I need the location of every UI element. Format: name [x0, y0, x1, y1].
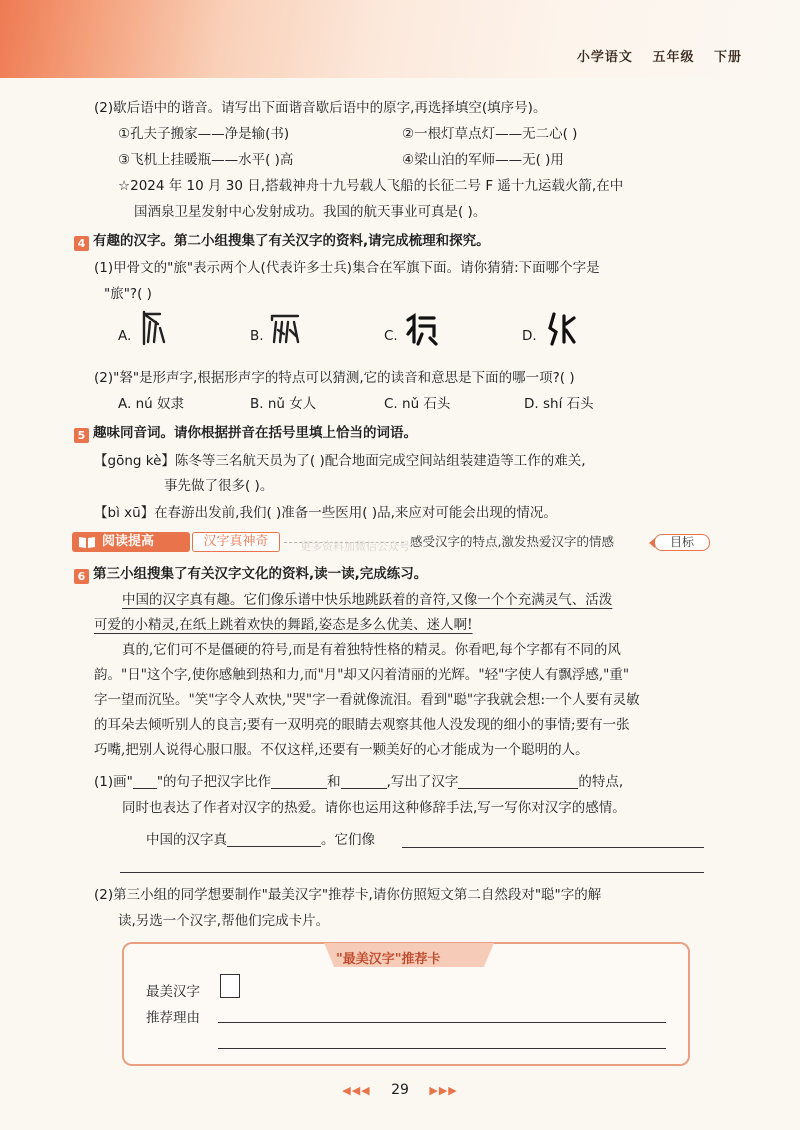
q4-option-a[interactable]	[118, 326, 131, 346]
q4-choice-a[interactable]: A. nú 奴隶	[118, 396, 184, 412]
q5-line3: 【bì xū】在春游出发前,我们( )准备一些医用( )品,来应对可能会出现的情况。	[94, 505, 557, 521]
q3-star-line1: ☆2024 年 10 月 30 日,搭载神舟十九号载人飞船的长征二号 F 遥十九运载火箭,在中	[118, 178, 624, 194]
oracle-glyph-b-icon	[268, 310, 302, 346]
banner-goal-tag: 目标	[654, 534, 710, 551]
card-title: "最美汉字"推荐卡	[336, 952, 441, 967]
option-a-label: A.	[118, 328, 132, 344]
page-footer	[0, 1082, 800, 1098]
card-label-character: 最美汉字	[146, 984, 200, 1000]
q6-q1-line3	[146, 830, 375, 850]
option-d-label: D.	[522, 328, 537, 344]
q6-q1-line2: 同时也表达了作者对汉字的热爱。请你也运用这种修辞手法,写一写你对汉字的感情。	[122, 800, 626, 816]
banner-topic: 汉字真神奇	[192, 532, 280, 552]
q4-number: 4	[74, 236, 89, 251]
q6-title: 第三小组搜集了有关汉字文化的资料,读一读,完成练习。	[93, 566, 428, 582]
oracle-glyph-d-icon	[544, 310, 578, 346]
page-number: 29	[391, 1082, 409, 1098]
q3-star-line2: 国酒泉卫星发射中心发射成功。我国的航天事业可真是( )。	[134, 204, 487, 220]
header-band	[0, 0, 800, 78]
q4-option-c[interactable]	[384, 326, 398, 346]
blank-feature[interactable]	[458, 775, 578, 789]
option-b-label: B.	[250, 328, 264, 344]
banner-left-text: 阅读提高	[102, 534, 155, 549]
banner-reading-tag	[72, 532, 190, 552]
q6-q1-text-a: (1)画"	[94, 774, 133, 790]
blank-feeling[interactable]	[227, 833, 321, 847]
q5-line2: 事先做了很多( )。	[164, 478, 274, 494]
option-c-label: C.	[384, 328, 398, 344]
q3-part2: (2)歇后语中的谐音。请写出下面谐音歇后语中的原字,再选择填空(填序号)。	[94, 100, 547, 116]
q4-choice-c[interactable]: C. nǔ 石头	[384, 396, 451, 412]
q3-item4: ④梁山泊的军师——无( )用	[402, 152, 564, 168]
q6-number: 6	[74, 569, 89, 584]
q6-q1-prompt-a: 中国的汉字真	[146, 832, 227, 848]
q6-q1-text-e: 的特点,	[578, 774, 624, 790]
q5-title: 趣味同音词。请你根据拼音在括号里填上恰当的词语。	[93, 425, 417, 441]
q6-q2-line1: (2)第三小组的同学想要制作"最美汉字"推荐卡,请你仿照短文第二自然段对"聪"字的解	[94, 887, 602, 903]
q3-item1: ①孔夫子搬家——净是输(书)	[118, 126, 290, 142]
card-label-reason: 推荐理由	[146, 1010, 200, 1026]
q4-choice-d[interactable]: D. shí 石头	[524, 396, 594, 412]
oracle-glyph-a-icon	[138, 308, 168, 348]
q5-number: 5	[74, 428, 89, 443]
header-title	[563, 46, 742, 65]
q3-item2: ②一根灯草点灯——无二心( )	[402, 126, 578, 142]
q6-q1-text-b: "的句子把汉字比作	[156, 774, 272, 790]
answer-line-1[interactable]	[402, 847, 704, 848]
left-arrows-icon: ◀◀◀	[342, 1084, 371, 1097]
q6-q2-line2: 读,另选一个汉字,帮他们完成卡片。	[118, 913, 330, 929]
passage-para2-line4: 的耳朵去倾听别人的良言;要有一双明亮的眼睛去观察其他人没发现的细小的事情;要有一张	[94, 717, 630, 733]
answer-line-2[interactable]	[120, 872, 704, 873]
q4-heading	[74, 231, 490, 251]
q6-q1-line1	[94, 772, 623, 792]
blank-mark[interactable]	[133, 775, 157, 789]
q4-title: 有趣的汉字。第二小组搜集了有关汉字的资料,请完成梳理和探究。	[93, 233, 490, 249]
passage-para1-line1: 中国的汉字真有趣。它们像乐谱中快乐地跳跃着的音符,又像一个个充满灵气、活泼	[122, 592, 613, 608]
q4-p1-line2: "旅"?( )	[104, 286, 152, 302]
q5-heading	[74, 423, 417, 443]
watermark: 更多资料加微信公众号	[300, 540, 410, 553]
q4-p1-line1: (1)甲骨文的"旅"表示两个人(代表许多士兵)集合在军旗下面。请你猜猜:下面哪个字是	[94, 260, 600, 276]
passage-para2-line3: 字一望而沉坠。"笑"字令人欢快,"哭"字一看就像流泪。看到"聪"字我就会想:一个人要有灵敏	[94, 692, 640, 708]
q4-choice-b[interactable]: B. nǔ 女人	[250, 396, 317, 412]
header-grade: 五年级	[652, 50, 695, 65]
banner-target: 感受汉字的特点,激发热爱汉字的情感	[410, 534, 614, 549]
header-volume: 下册	[713, 50, 742, 65]
blank-metaphor-1[interactable]	[271, 775, 327, 789]
q3-item3: ③飞机上挂暖瓶——水平( )高	[118, 152, 294, 168]
recommend-card	[122, 942, 690, 1066]
right-arrows-icon: ▶▶▶	[429, 1084, 458, 1097]
q4-option-d[interactable]	[522, 326, 537, 346]
character-input-box[interactable]	[220, 974, 240, 998]
q5-line1: 【gōng kè】陈冬等三名航天员为了( )配合地面完成空间站组装建造等工作的难关,	[94, 453, 586, 469]
oracle-glyph-c-icon	[404, 312, 440, 346]
q6-q1-prompt-b: 。它们像	[321, 832, 375, 848]
q4-option-b[interactable]	[250, 326, 264, 346]
q6-q1-text-c: 和	[327, 774, 341, 790]
book-icon	[78, 535, 96, 549]
passage-para1-line2: 可爱的小精灵,在纸上跳着欢快的舞蹈,姿态是多么优美、迷人啊!	[94, 617, 473, 633]
q6-q1-text-d: ,写出了汉字	[386, 774, 459, 790]
passage-para2-line2: 韵。"日"这个字,使你感触到热和力,而"月"却又闪着清丽的光辉。"轻"字使人有飘浮感,"重"	[94, 667, 630, 683]
passage-para2-line5: 巧嘴,把别人说得心服口服。不仅这样,还要有一颗美好的心才能成为一个聪明的人。	[94, 742, 589, 758]
q4-p2: (2)"砮"是形声字,根据形声字的特点可以猜测,它的读音和意思是下面的哪一项?( )	[94, 370, 575, 386]
reason-line-2[interactable]	[218, 1048, 666, 1049]
passage-para2-line1: 真的,它们可不是僵硬的符号,而是有着独特性格的精灵。你看吧,每个字都有不同的风	[122, 642, 621, 658]
header-subject: 小学语文	[576, 50, 633, 65]
q6-heading	[74, 564, 427, 584]
reason-line-1[interactable]	[218, 1022, 666, 1023]
blank-metaphor-2[interactable]	[341, 775, 387, 789]
